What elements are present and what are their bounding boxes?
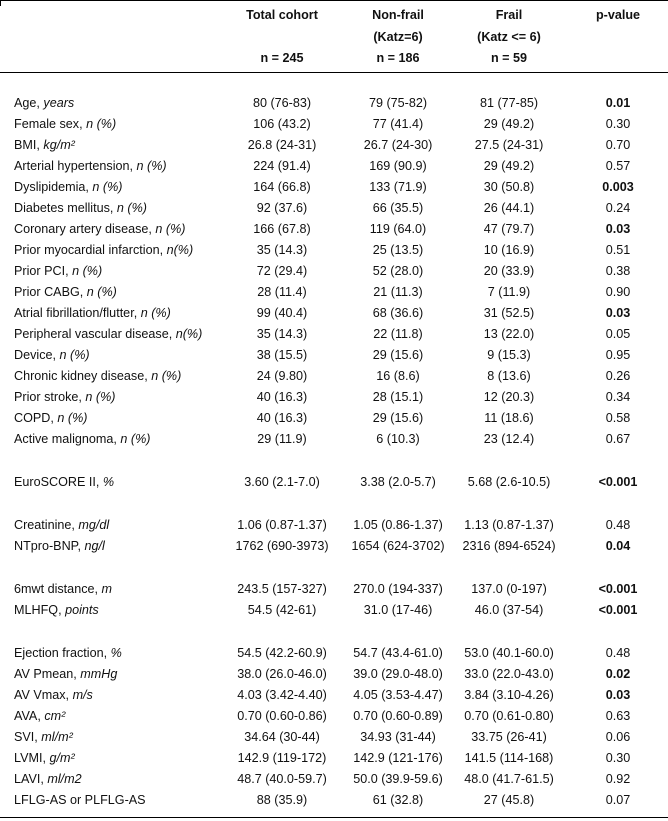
row-label	[14, 240, 193, 261]
row-label-unit: n(%)	[175, 327, 203, 341]
cell-frail: 53.0 (40.1-60.0)	[464, 646, 554, 660]
header-non-frail-subtitle: (Katz=6)	[373, 30, 423, 44]
cell-total: 35 (14.3)	[256, 243, 308, 257]
cell-total: 4.03 (3.42-4.40)	[237, 688, 327, 702]
header-frail: Frail	[495, 8, 523, 22]
cell-nonfrail: 133 (71.9)	[369, 180, 427, 194]
table-row	[0, 727, 668, 748]
cell-nonfrail: 29 (15.6)	[372, 348, 424, 362]
cell-nonfrail: 3.38 (2.0-5.7)	[360, 475, 436, 489]
table-header	[0, 0, 668, 73]
cell-p-value: <0.001	[598, 582, 638, 596]
cell-p-value: 0.01	[605, 96, 631, 110]
row-label	[14, 198, 147, 219]
cell-frail: 29 (49.2)	[483, 117, 535, 131]
row-label	[14, 303, 171, 324]
cell-frail: 9 (15.3)	[487, 348, 531, 362]
cell-frail: 48.0 (41.7-61.5)	[464, 772, 554, 786]
table-row	[0, 303, 668, 324]
cell-p-value: 0.67	[605, 432, 631, 446]
cell-nonfrail: 25 (13.5)	[372, 243, 424, 257]
cell-p-value: 0.30	[605, 117, 631, 131]
cell-total: 28 (11.4)	[257, 285, 307, 299]
cell-p-value: 0.02	[605, 667, 631, 681]
cell-p-value: <0.001	[598, 475, 638, 489]
row-label	[14, 727, 73, 748]
row-label-text: Prior myocardial infarction,	[14, 243, 167, 257]
row-label-unit: n (%)	[85, 390, 116, 404]
cell-frail: 30 (50.8)	[483, 180, 535, 194]
row-label-text: Coronary artery disease,	[14, 222, 156, 236]
cell-total: 38.0 (26.0-46.0)	[237, 667, 327, 681]
row-label-text: AV Vmax,	[14, 688, 73, 702]
row-label-unit: n(%)	[166, 243, 194, 257]
table-row	[0, 93, 668, 114]
row-label	[14, 156, 167, 177]
cell-frail: 8 (13.6)	[487, 369, 531, 383]
row-label	[14, 515, 109, 536]
cell-nonfrail: 26.7 (24-30)	[363, 138, 433, 152]
row-label-unit: m/s	[72, 688, 93, 702]
row-label-unit: mmHg	[80, 667, 118, 681]
row-label	[14, 408, 87, 429]
cell-frail: 0.70 (0.61-0.80)	[464, 709, 554, 723]
row-label	[14, 769, 82, 790]
row-label-unit: n (%)	[140, 306, 171, 320]
row-label-text: Prior stroke,	[14, 390, 86, 404]
table-row	[0, 282, 668, 303]
table-row	[0, 198, 668, 219]
row-label	[14, 261, 102, 282]
header-total-cohort: Total cohort	[246, 8, 318, 22]
cell-total: 92 (37.6)	[256, 201, 308, 215]
cell-p-value: 0.95	[605, 348, 631, 362]
row-label-unit: n (%)	[57, 411, 88, 425]
cell-nonfrail: 29 (15.6)	[372, 411, 424, 425]
cell-frail: 11 (18.6)	[484, 411, 534, 425]
cell-nonfrail: 22 (11.8)	[373, 327, 423, 341]
row-label-text: Arterial hypertension,	[14, 159, 137, 173]
cell-frail: 46.0 (37-54)	[474, 603, 544, 617]
table-row	[0, 261, 668, 282]
cell-nonfrail: 0.70 (0.60-0.89)	[353, 709, 443, 723]
row-label-unit: years	[43, 96, 75, 110]
cell-nonfrail: 66 (35.5)	[372, 201, 424, 215]
row-label	[14, 579, 112, 600]
table-row	[0, 685, 668, 706]
row-label	[14, 345, 90, 366]
table-row	[0, 408, 668, 429]
row-label	[14, 790, 146, 811]
row-label	[14, 177, 122, 198]
row-label-text: Creatinine,	[14, 518, 79, 532]
cell-p-value: 0.51	[605, 243, 631, 257]
header-n-nonfrail: n = 186	[376, 51, 420, 65]
table-row	[0, 156, 668, 177]
cell-total: 243.5 (157-327)	[237, 582, 327, 596]
header-frail-subtitle: (Katz <= 6)	[477, 30, 541, 44]
row-label	[14, 219, 186, 240]
row-label-text: Prior CABG,	[14, 285, 87, 299]
cell-total: 106 (43.2)	[253, 117, 311, 131]
cell-frail: 5.68 (2.6-10.5)	[467, 475, 551, 489]
cell-nonfrail: 68 (36.6)	[372, 306, 424, 320]
row-label-text: Atrial fibrillation/flutter,	[14, 306, 141, 320]
cell-total: 54.5 (42.2-60.9)	[237, 646, 327, 660]
cell-total: 26.8 (24-31)	[247, 138, 317, 152]
cell-total: 40 (16.3)	[256, 390, 308, 404]
cell-nonfrail: 119 (64.0)	[369, 222, 427, 236]
cell-frail: 81 (77-85)	[479, 96, 539, 110]
cell-total: 99 (40.4)	[256, 306, 308, 320]
table-row	[0, 240, 668, 261]
row-label-unit: %	[110, 646, 122, 660]
row-label-unit: m	[101, 582, 112, 596]
cell-frail: 7 (11.9)	[487, 285, 531, 299]
table-row	[0, 366, 668, 387]
row-label	[14, 685, 93, 706]
cell-total: 88 (35.9)	[256, 793, 308, 807]
row-label	[14, 472, 114, 493]
cell-frail: 13 (22.0)	[483, 327, 535, 341]
row-label-text: Dyslipidemia,	[14, 180, 93, 194]
cell-p-value: 0.34	[605, 390, 631, 404]
cell-frail: 29 (49.2)	[483, 159, 535, 173]
cell-frail: 12 (20.3)	[483, 390, 535, 404]
row-label-unit: n (%)	[120, 432, 151, 446]
cell-nonfrail: 54.7 (43.4-61.0)	[353, 646, 443, 660]
row-label	[14, 114, 116, 135]
row-label-text: Female sex,	[14, 117, 87, 131]
row-label-unit: points	[65, 603, 99, 617]
row-label-text: 6mwt distance,	[14, 582, 102, 596]
row-label-unit: n (%)	[116, 201, 147, 215]
cell-p-value: 0.57	[605, 159, 631, 173]
cell-frail: 141.5 (114-168)	[464, 751, 554, 765]
row-label	[14, 387, 115, 408]
cell-nonfrail: 270.0 (194-337)	[353, 582, 443, 596]
header-p-value: p-value	[595, 8, 641, 22]
row-label-text: Device,	[14, 348, 60, 362]
row-label-text: Chronic kidney disease,	[14, 369, 152, 383]
row-label-text: AVA,	[14, 709, 45, 723]
cell-p-value: 0.04	[605, 539, 631, 553]
cell-total: 142.9 (119-172)	[237, 751, 327, 765]
cell-p-value: 0.05	[605, 327, 631, 341]
row-label-text: EuroSCORE II,	[14, 475, 103, 489]
row-label-text: COPD,	[14, 411, 58, 425]
row-label-text: LVMI,	[14, 751, 50, 765]
table-row	[0, 706, 668, 727]
table-row	[0, 472, 668, 493]
header-n-total: n = 245	[260, 51, 304, 65]
cell-total: 0.70 (0.60-0.86)	[237, 709, 327, 723]
table-row	[0, 387, 668, 408]
table-row	[0, 135, 668, 156]
cell-nonfrail: 50.0 (39.9-59.6)	[353, 772, 443, 786]
cell-nonfrail: 52 (28.0)	[372, 264, 424, 278]
cell-p-value: 0.03	[605, 688, 631, 702]
row-label-unit: ml/m²	[41, 730, 73, 744]
row-label-text: Prior PCI,	[14, 264, 73, 278]
cell-total: 3.60 (2.1-7.0)	[244, 475, 320, 489]
cell-p-value: 0.90	[605, 285, 631, 299]
header-n-frail: n = 59	[490, 51, 528, 65]
cell-frail: 27.5 (24-31)	[474, 138, 544, 152]
header-non-frail: Non-frail	[372, 8, 424, 22]
row-label-text: Ejection fraction,	[14, 646, 111, 660]
row-label	[14, 748, 75, 769]
cell-p-value: 0.48	[605, 518, 631, 532]
row-label-unit: %	[102, 475, 115, 489]
cell-p-value: 0.92	[605, 772, 631, 786]
row-label	[14, 366, 181, 387]
cell-nonfrail: 34.93 (31-44)	[360, 730, 436, 744]
table-row	[0, 790, 668, 811]
cell-p-value: 0.24	[605, 201, 631, 215]
cell-p-value: 0.30	[605, 751, 631, 765]
cell-frail: 33.0 (22.0-43.0)	[464, 667, 554, 681]
row-label-unit: kg/m²	[43, 138, 75, 152]
cell-nonfrail: 28 (15.1)	[372, 390, 424, 404]
cell-total: 164 (66.8)	[253, 180, 311, 194]
cell-nonfrail: 21 (11.3)	[373, 285, 423, 299]
row-label	[14, 429, 150, 450]
cell-total: 1.06 (0.87-1.37)	[237, 518, 327, 532]
row-label	[14, 536, 105, 557]
table-row	[0, 114, 668, 135]
table-row	[0, 536, 668, 557]
cell-frail: 137.0 (0-197)	[471, 582, 547, 596]
row-label	[14, 93, 74, 114]
table-row	[0, 324, 668, 345]
row-label-unit: g/m²	[49, 751, 75, 765]
cell-p-value: 0.03	[605, 222, 631, 236]
row-label-unit: n (%)	[151, 369, 182, 383]
row-label-text: MLHFQ,	[14, 603, 66, 617]
row-label-unit: n (%)	[86, 117, 117, 131]
cell-total: 38 (15.5)	[256, 348, 308, 362]
cell-total: 1762 (690-3973)	[235, 539, 329, 553]
cell-nonfrail: 142.9 (121-176)	[353, 751, 443, 765]
row-label	[14, 135, 75, 156]
row-label-text: BMI,	[14, 138, 44, 152]
cell-p-value: 0.48	[605, 646, 631, 660]
row-label	[14, 600, 99, 621]
row-label-unit: n (%)	[136, 159, 167, 173]
row-label-unit: ng/l	[84, 539, 105, 553]
cell-total: 40 (16.3)	[256, 411, 308, 425]
table-row	[0, 429, 668, 450]
row-label-text: Active malignoma,	[14, 432, 121, 446]
cell-frail: 20 (33.9)	[483, 264, 535, 278]
cell-frail: 1.13 (0.87-1.37)	[464, 518, 554, 532]
row-label-text: LFLG-AS or PLFLG-AS	[14, 793, 146, 807]
cell-nonfrail: 1654 (624-3702)	[351, 539, 445, 553]
table-row	[0, 219, 668, 240]
row-label	[14, 643, 122, 664]
cell-frail: 26 (44.1)	[483, 201, 535, 215]
row-label	[14, 282, 117, 303]
cell-frail: 23 (12.4)	[483, 432, 535, 446]
cell-nonfrail: 39.0 (29.0-48.0)	[353, 667, 443, 681]
table-body	[0, 72, 668, 820]
row-label-unit: n (%)	[72, 264, 103, 278]
table-row	[0, 748, 668, 769]
cell-frail: 2316 (894-6524)	[462, 539, 556, 553]
cell-total: 54.5 (42-61)	[247, 603, 317, 617]
cell-p-value: 0.26	[605, 369, 631, 383]
cell-p-value: <0.001	[598, 603, 638, 617]
cell-nonfrail: 169 (90.9)	[369, 159, 427, 173]
row-label-text: Peripheral vascular disease,	[14, 327, 176, 341]
cell-total: 35 (14.3)	[256, 327, 308, 341]
cell-frail: 27 (45.8)	[483, 793, 535, 807]
table-row	[0, 579, 668, 600]
row-label-text: LAVI,	[14, 772, 48, 786]
cell-total: 166 (67.8)	[253, 222, 311, 236]
table-row	[0, 345, 668, 366]
row-label-unit: n (%)	[86, 285, 117, 299]
row-label-text: AV Pmean,	[14, 667, 81, 681]
cell-p-value: 0.63	[605, 709, 631, 723]
cell-frail: 3.84 (3.10-4.26)	[464, 688, 554, 702]
row-label-text: NTpro-BNP,	[14, 539, 85, 553]
cell-nonfrail: 6 (10.3)	[376, 432, 420, 446]
row-label-unit: n (%)	[92, 180, 123, 194]
table-row	[0, 600, 668, 621]
row-label	[14, 706, 65, 727]
cell-total: 24 (9.80)	[256, 369, 308, 383]
table-row	[0, 643, 668, 664]
cell-total: 48.7 (40.0-59.7)	[237, 772, 327, 786]
row-label-unit: n (%)	[155, 222, 186, 236]
row-label-unit: mg/dl	[78, 518, 110, 532]
cell-p-value: 0.70	[605, 138, 631, 152]
table-row	[0, 515, 668, 536]
cell-frail: 47 (79.7)	[483, 222, 535, 236]
cell-total: 224 (91.4)	[253, 159, 311, 173]
cell-p-value: 0.06	[605, 730, 631, 744]
cell-p-value: 0.58	[605, 411, 631, 425]
cell-p-value: 0.38	[605, 264, 631, 278]
cell-frail: 31 (52.5)	[483, 306, 535, 320]
cell-p-value: 0.003	[602, 180, 634, 194]
cell-nonfrail: 1.05 (0.86-1.37)	[353, 518, 443, 532]
cell-total: 29 (11.9)	[257, 432, 307, 446]
cell-total: 34.64 (30-44)	[244, 730, 320, 744]
table-row	[0, 177, 668, 198]
table-bottom-border	[0, 817, 668, 818]
table-row	[0, 664, 668, 685]
cell-total: 72 (29.4)	[256, 264, 308, 278]
cell-nonfrail: 4.05 (3.53-4.47)	[353, 688, 443, 702]
row-label-unit: ml/m2	[47, 772, 82, 786]
cell-frail: 33.75 (26-41)	[471, 730, 547, 744]
cell-nonfrail: 31.0 (17-46)	[363, 603, 433, 617]
row-label-text: Age,	[14, 96, 44, 110]
row-label-unit: n (%)	[59, 348, 90, 362]
row-label	[14, 324, 202, 345]
cell-nonfrail: 16 (8.6)	[376, 369, 420, 383]
row-label	[14, 664, 117, 685]
row-label-unit: cm²	[44, 709, 66, 723]
cell-p-value: 0.03	[605, 306, 631, 320]
cell-nonfrail: 61 (32.8)	[372, 793, 424, 807]
cell-p-value: 0.07	[605, 793, 631, 807]
table-row	[0, 769, 668, 790]
cell-nonfrail: 77 (41.4)	[372, 117, 424, 131]
cell-nonfrail: 79 (75-82)	[368, 96, 428, 110]
cell-total: 80 (76-83)	[252, 96, 312, 110]
row-label-text: SVI,	[14, 730, 42, 744]
cell-frail: 10 (16.9)	[483, 243, 535, 257]
row-label-text: Diabetes mellitus,	[14, 201, 117, 215]
